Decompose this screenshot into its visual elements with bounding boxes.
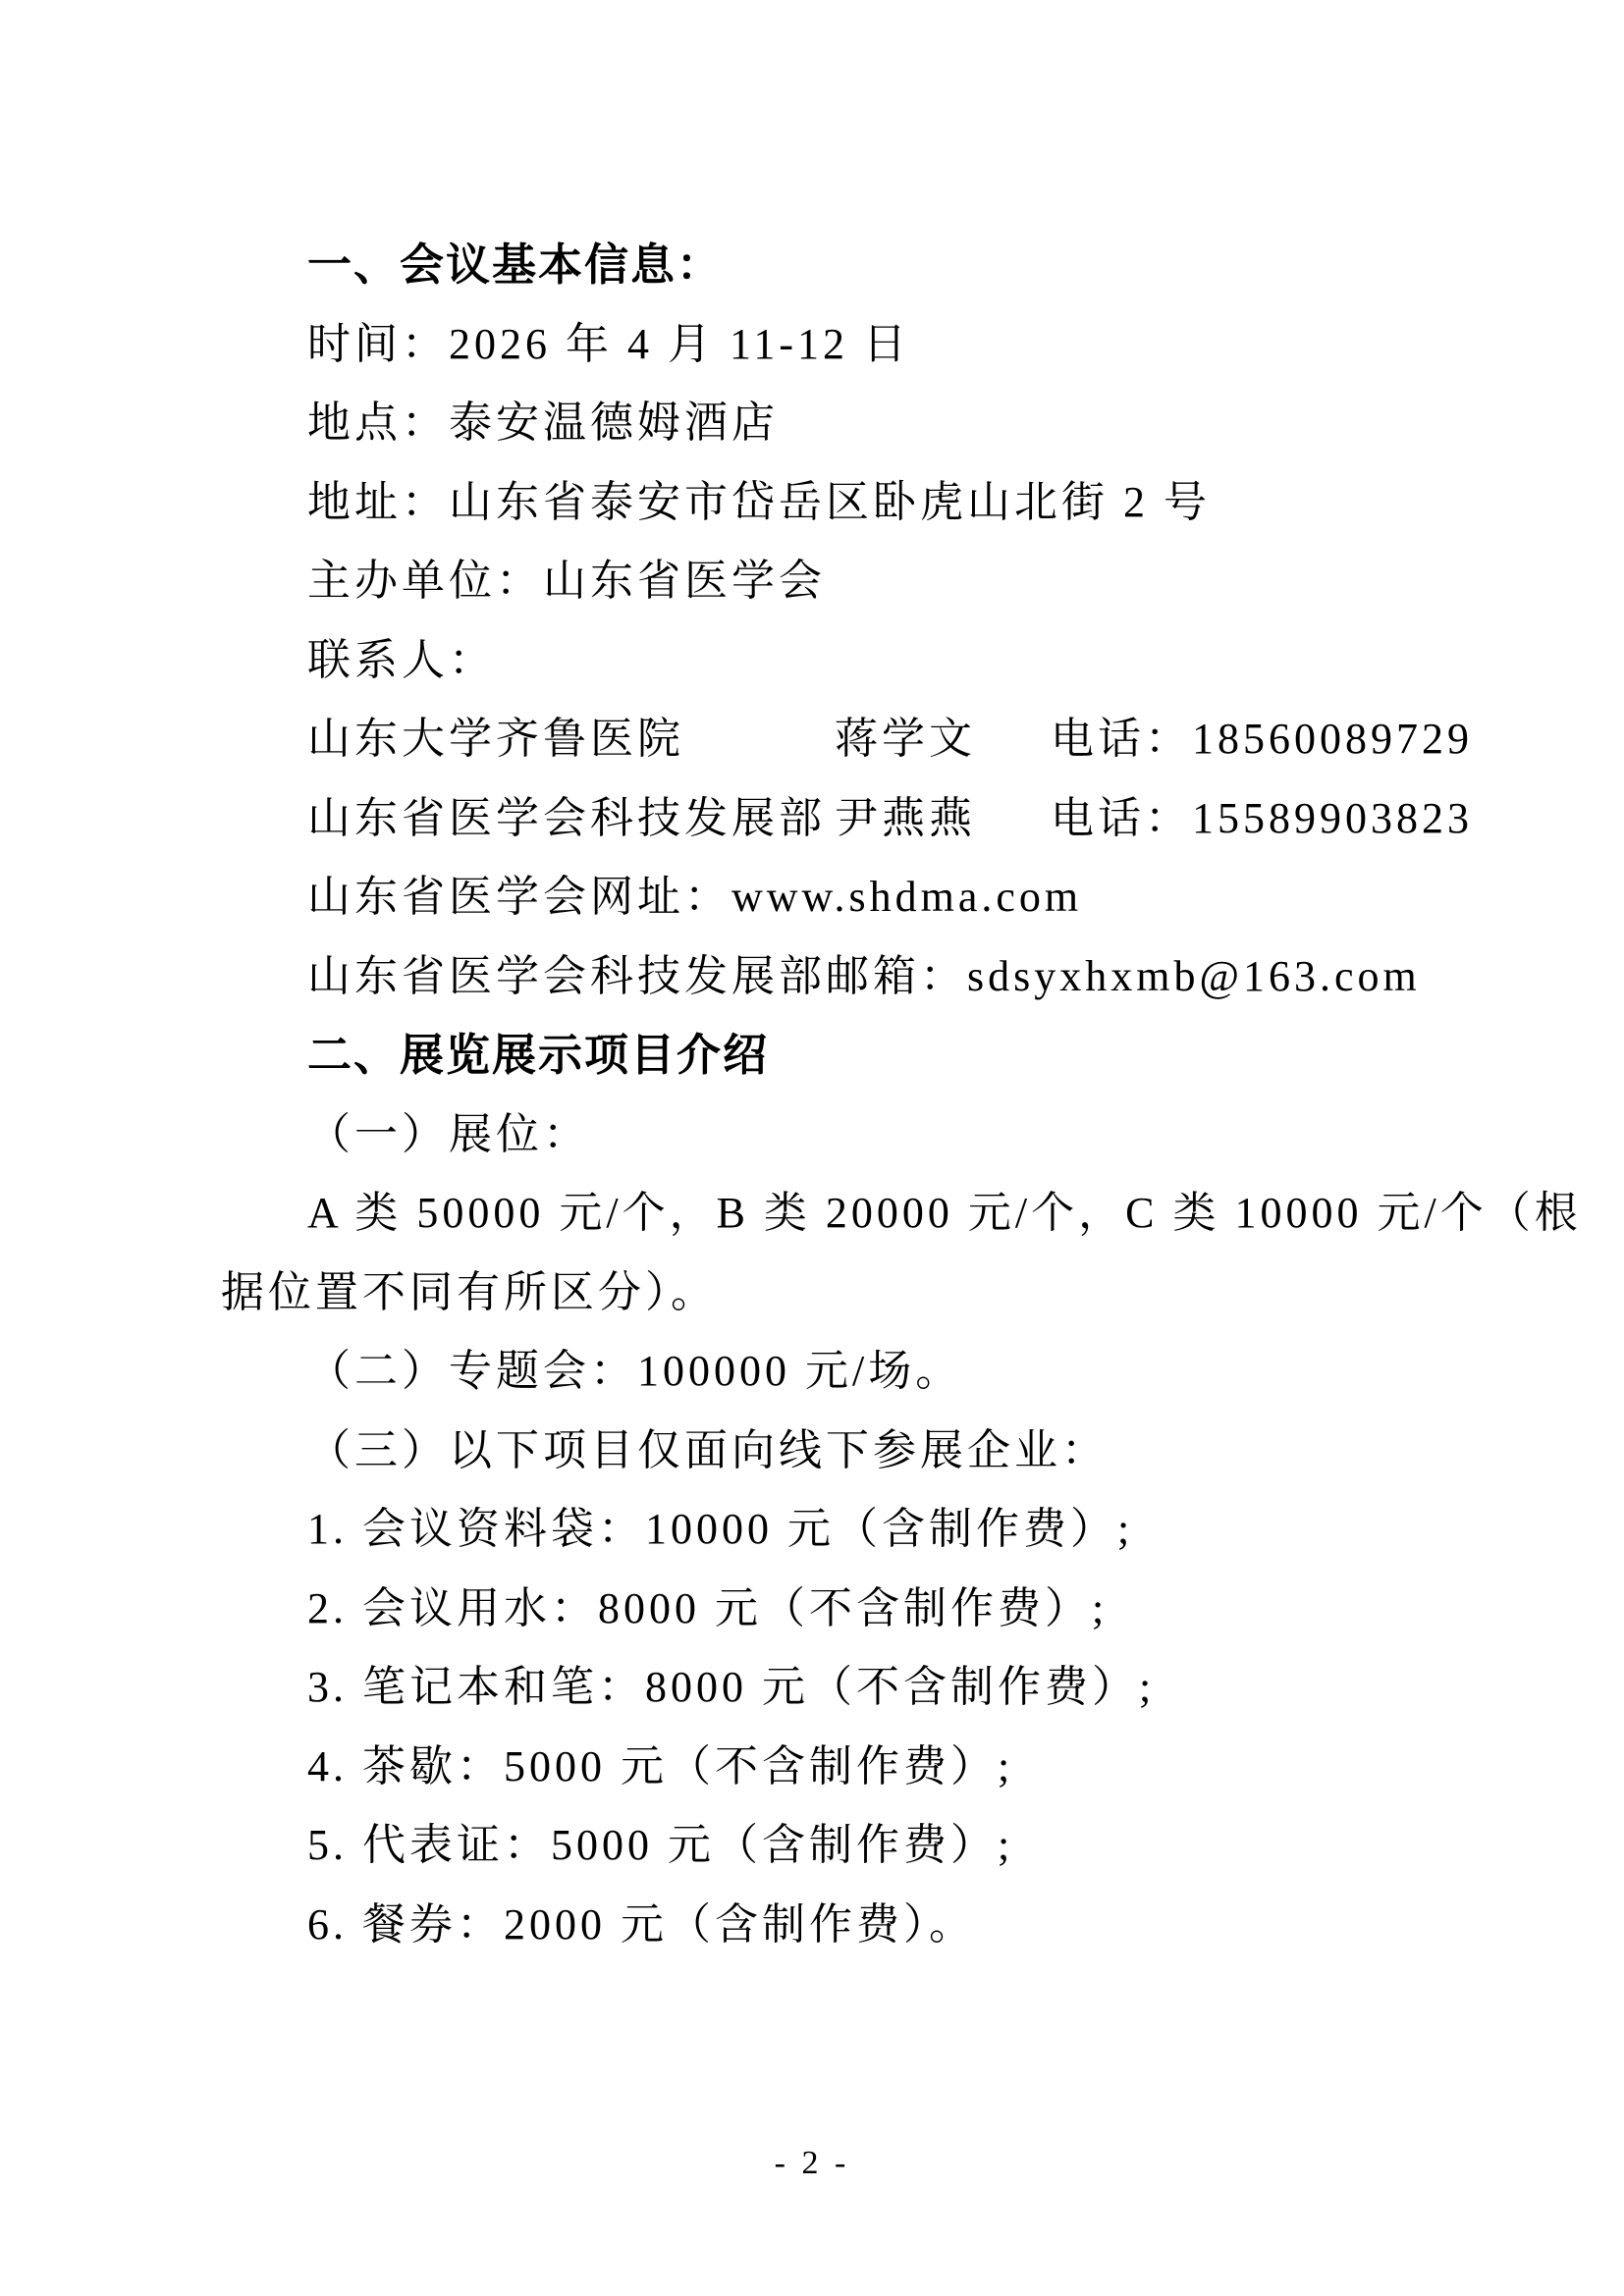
info-organizer-line: 主办单位：山东省医学会 <box>307 557 826 605</box>
list-item-bag: 1. 会议资料袋：10000 元（含制作费）; <box>307 1505 1134 1553</box>
list-item-water: 2. 会议用水：8000 元（不含制作费）; <box>307 1583 1109 1632</box>
list-item-notebook-pen: 3. 笔记本和笔：8000 元（不含制作费）; <box>307 1663 1156 1711</box>
contact-phone: 电话：15589903823 <box>1051 793 1473 842</box>
contact-name: 尹燕燕 <box>835 793 976 842</box>
website-line: 山东省医学会网址：www.shdma.com <box>307 873 1083 921</box>
info-time-line: 时间：2026 年 4 月 11-12 日 <box>307 319 911 368</box>
booth-price-paragraph <box>221 1174 1582 1332</box>
list-item-tea-break: 4. 茶歇：5000 元（不含制作费）; <box>307 1741 1014 1790</box>
contact-row <box>221 779 1473 859</box>
email-line: 山东省医学会科技发展部邮箱：sdsyxhxmb@163.com <box>307 951 1421 1000</box>
contact-org: 山东省医学会科技发展部 <box>307 793 826 842</box>
contact-org: 山东大学齐鲁医院 <box>307 715 684 763</box>
info-venue-line: 地点：泰安温德姆酒店 <box>307 399 779 447</box>
contact-phone: 电话：18560089729 <box>1051 715 1473 763</box>
info-contacts-label: 联系人： <box>307 635 496 684</box>
booth-price-line2: 据位置不同有所区分）。 <box>221 1267 718 1316</box>
contact-name: 蒋学文 <box>835 715 976 763</box>
section-heading-exhibition: 二、展览展示项目介绍 <box>307 1030 770 1080</box>
offline-items-label: （三）以下项目仅面向线下参展企业： <box>307 1425 1109 1474</box>
booth-label-line: （一）展位： <box>307 1109 590 1158</box>
info-address-line: 地址：山东省泰安市岱岳区卧虎山北街 2 号 <box>307 477 1211 526</box>
section-heading-basic-info: 一、会议基本信息： <box>307 240 724 290</box>
page-number: - 2 - <box>774 2145 850 2181</box>
contact-row <box>221 700 1473 779</box>
list-item-badge: 5. 代表证：5000 元（含制作费）; <box>307 1821 1014 1869</box>
session-price-line: （二）专题会：100000 元/场。 <box>307 1347 963 1395</box>
list-item-meal-ticket: 6. 餐券：2000 元（含制作费）。 <box>307 1899 976 1949</box>
booth-price-line1: A 类 50000 元/个，B 类 20000 元/个，C 类 10000 元/个（根 <box>307 1189 1582 1237</box>
